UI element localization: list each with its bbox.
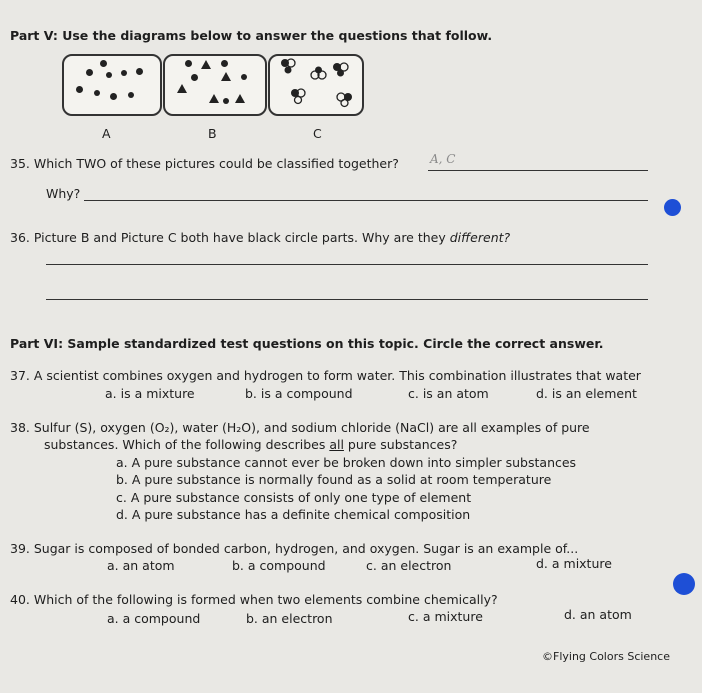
why-label: Why?	[46, 186, 81, 201]
q40-option-d[interactable]: d. an atom	[564, 607, 632, 622]
triangle-icon	[221, 72, 231, 81]
black-dot-icon	[191, 74, 198, 81]
part5-title: Part V: Use the diagrams below to answer the questions that follow.	[10, 28, 493, 43]
black-dot-icon	[223, 98, 229, 104]
q40-option-c[interactable]: c. a mixture	[408, 609, 483, 624]
molecule-icon	[290, 88, 306, 106]
question-37: 37. A scientist combines oxygen and hydrogen to form water. This combination illustrates that water	[10, 368, 641, 383]
q37-option-d[interactable]: d. is an element	[536, 386, 637, 401]
black-dot-icon	[121, 70, 127, 76]
handwritten-answer: A, C	[430, 152, 456, 166]
blue-dot-icon	[664, 199, 681, 216]
black-dot-icon	[94, 90, 100, 96]
question-36-text: 36. Picture B and Picture C both have black circle parts. Why are they	[10, 230, 446, 245]
black-dot-icon	[128, 92, 134, 98]
q37-option-a[interactable]: a. is a mixture	[105, 386, 195, 401]
q40-option-a[interactable]: a. a compound	[107, 611, 201, 626]
q39-option-a[interactable]: a. an atom	[107, 558, 175, 573]
diagram-c	[268, 54, 364, 116]
diagram-b	[163, 54, 267, 116]
question-36-emphasis: different?	[449, 230, 511, 245]
answer-line	[46, 264, 648, 265]
black-dot-icon	[86, 69, 93, 76]
q40-option-b[interactable]: b. an electron	[246, 611, 333, 626]
molecule-icon	[310, 66, 328, 80]
molecule-icon	[336, 92, 354, 108]
black-dot-icon	[185, 60, 192, 67]
diagram-label-a: A	[102, 126, 111, 141]
diagram-label-b: B	[208, 126, 217, 141]
black-dot-icon	[110, 93, 117, 100]
question-38-line1: 38. Sulfur (S), oxygen (O₂), water (H₂O), and sodium chloride (NaCl) are all examples of pure	[10, 420, 590, 435]
black-dot-icon	[241, 74, 247, 80]
black-dot-icon	[221, 60, 228, 67]
triangle-icon	[201, 60, 211, 69]
q38-option-d[interactable]: d. A pure substance has a definite chemical composition	[116, 507, 471, 522]
black-dot-icon	[106, 72, 112, 78]
black-dot-icon	[76, 86, 83, 93]
question-39: 39. Sugar is composed of bonded carbon, hydrogen, and oxygen. Sugar is an example of...	[10, 541, 579, 556]
triangle-icon	[209, 94, 219, 103]
diagram-label-c: C	[313, 126, 322, 141]
question-38-line2	[44, 437, 457, 452]
triangle-icon	[177, 84, 187, 93]
q39-option-c[interactable]: c. an electron	[366, 558, 452, 573]
black-dot-icon	[136, 68, 143, 75]
q39-option-b[interactable]: b. a compound	[232, 558, 326, 573]
molecule-icon	[280, 58, 296, 76]
answer-line	[428, 170, 648, 171]
q37-option-b[interactable]: b. is a compound	[245, 386, 353, 401]
blue-dot-icon	[673, 573, 695, 595]
q38-option-a[interactable]: a. A pure substance cannot ever be broken down into simpler substances	[116, 455, 577, 470]
triangle-icon	[235, 94, 245, 103]
part6-title: Part VI: Sample standardized test questions on this topic. Circle the correct answer.	[10, 336, 604, 351]
question-36	[10, 230, 510, 245]
question-40: 40. Which of the following is formed when two elements combine chemically?	[10, 592, 498, 607]
q38-option-c[interactable]: c. A pure substance consists of only one type of element	[116, 490, 472, 505]
question-38-text: substances. Which of the following describes	[44, 437, 330, 452]
q38-option-b[interactable]: b. A pure substance is normally found as a solid at room temperature	[116, 472, 552, 487]
black-dot-icon	[100, 60, 107, 67]
question-38-text-end: pure substances?	[343, 437, 458, 452]
answer-line	[46, 299, 648, 300]
question-38-underline: all	[329, 437, 344, 452]
molecule-icon	[332, 62, 350, 78]
why-answer-line	[84, 200, 648, 201]
q39-option-d[interactable]: d. a mixture	[536, 556, 612, 571]
diagram-a	[62, 54, 162, 116]
copyright: ©Flying Colors Science	[542, 650, 670, 663]
q37-option-c[interactable]: c. is an atom	[408, 386, 489, 401]
question-35: 35. Which TWO of these pictures could be classified together?	[10, 156, 399, 171]
